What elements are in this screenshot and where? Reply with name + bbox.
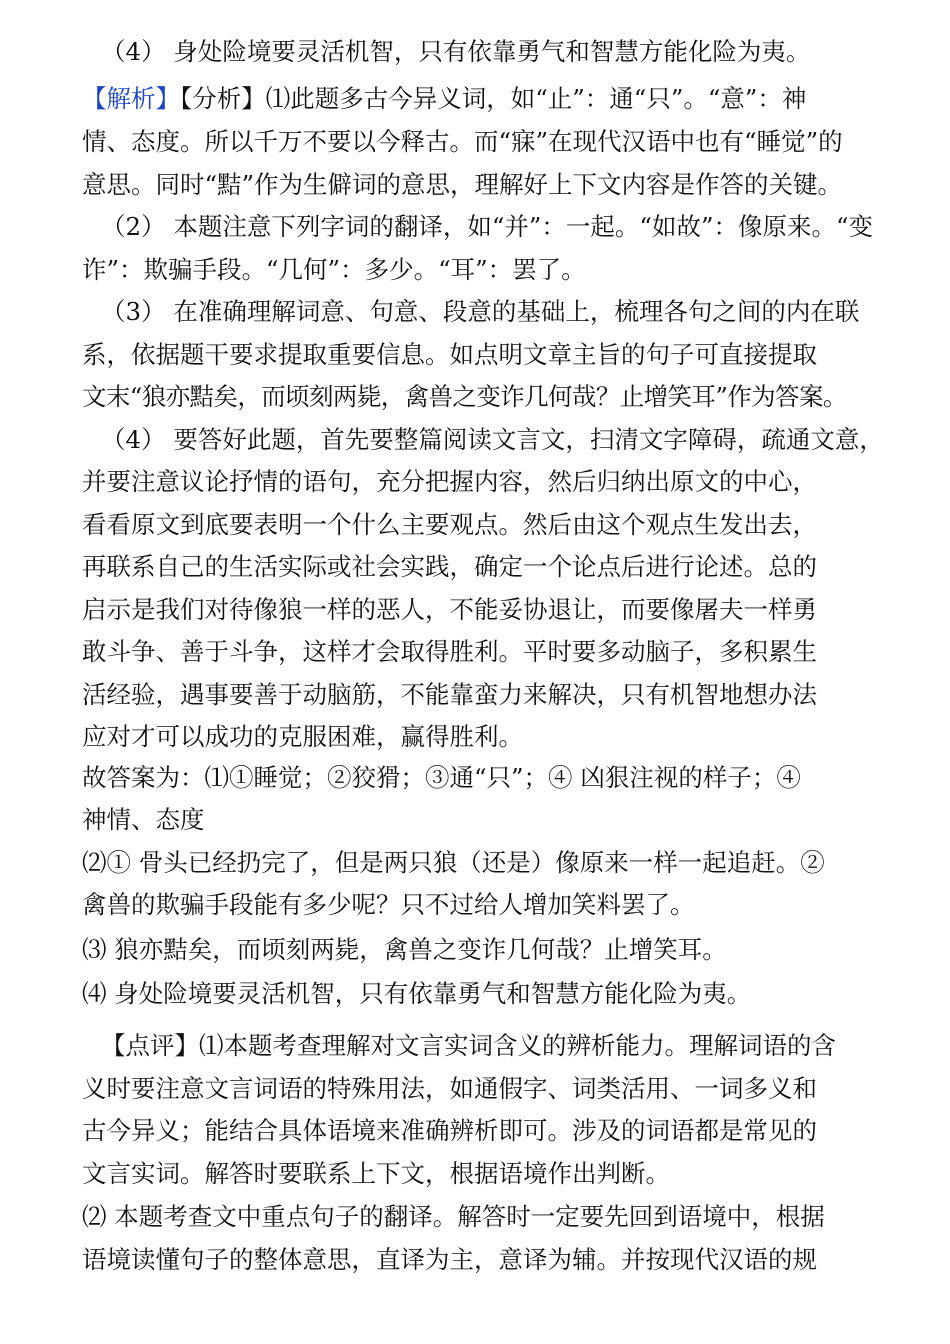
answer-4-line: ⑷ 身处险境要灵活机智，只有依靠勇气和智慧方能化险为夷。 <box>82 979 752 1008</box>
analysis-line-3: 意思。同时“黠”作为生僻词的意思，理解好上下文内容是作答的关键。 <box>82 170 843 199</box>
answer-summary-line-1: 故答案为：⑴①睡觉；②狡猾；③通“只”；④ 凶狠注视的样子；④ <box>82 763 801 792</box>
analysis-part-4-line-6: 敢斗争、善于斗争，这样才会取得胜利。平时要多动脑子，多积累生 <box>82 637 817 666</box>
comment-line-3: 古今异义；能结合具体语境来准确辨析即可。涉及的词语都是常见的 <box>82 1116 817 1145</box>
answer-2-line-2: 禽兽的欺骗手段能有多少呢？只不过给人增加笑料罢了。 <box>82 890 695 919</box>
analysis-line-2: 情、态度。所以千万不要以今释古。而“寐”在现代汉语中也有“睡觉”的 <box>82 127 843 156</box>
analysis-part-4-line-5: 启示是我们对待像狼一样的恶人，不能妥协退让，而要像屠夫一样勇 <box>82 595 817 624</box>
analysis-part-2-line-2: 诈”：欺骗手段。“几何”：多少。“耳”：罢了。 <box>82 255 586 284</box>
answer-line-4: （4） 身处险境要灵活机智，只有依靠勇气和智慧方能化险为夷。 <box>101 37 811 66</box>
analysis-part-4-line-8: 应对才可以成功的克服困难，赢得胜利。 <box>82 722 523 751</box>
analysis-part-2-line-1: （2） 本题注意下列字词的翻译，如“并”：一起。“如故”：像原来。“变 <box>101 212 873 241</box>
answer-summary-line-2: 神情、态度 <box>82 805 205 834</box>
analysis-part-4-line-4: 再联系自己的生活实际或社会实践，确定一个论点后进行论述。总的 <box>82 552 817 581</box>
comment-line-1: 【点评】⑴本题考查理解对文言实词含义的辨析能力。理解词语的含 <box>101 1031 836 1060</box>
analysis-part-4-line-1: （4） 要答好此题，首先要整篇阅读文言文，扫清文字障碍，疏通文意， <box>101 425 884 454</box>
analysis-part-4-line-3: 看看原文到底要表明一个什么主要观点。然后由这个观点生发出去， <box>82 510 817 539</box>
analysis-part-3-line-2: 系，依据题干要求提取重要信息。如点明文章主旨的句子可直接提取 <box>82 340 817 369</box>
comment-line-4: 文言实词。解答时要联系上下文，根据语境作出判断。 <box>82 1159 670 1188</box>
analysis-part-3-line-1: （3） 在准确理解词意、句意、段意的基础上，梳理各句之间的内在联 <box>101 297 860 326</box>
comment-2-line-1: ⑵ 本题考查文中重点句子的翻译。解答时一定要先回到语境中，根据 <box>82 1202 825 1231</box>
analysis-part-3-line-3: 文末“狼亦黠矣，而顷刻两毙，禽兽之变诈几何哉？止增笑耳”作为答案。 <box>82 382 847 411</box>
analysis-tag: 【解析】 <box>82 84 180 113</box>
comment-2-line-2: 语境读懂句子的整体意思，直译为主，意译为辅。并按现代汉语的规 <box>82 1245 817 1274</box>
analysis-part-4-line-7: 活经验，遇事要善于动脑筋，不能靠蛮力来解决，只有机智地想办法 <box>82 680 817 709</box>
analysis-heading-line <box>82 83 806 115</box>
answer-2-line-1: ⑵① 骨头已经扔完了，但是两只狼（还是）像原来一样一起追赶。② <box>82 848 825 877</box>
analysis-part-4-line-2: 并要注意议论抒情的语句，充分把握内容，然后归纳出原文的中心， <box>82 467 817 496</box>
analysis-line-1: 【分析】⑴此题多古今异义词，如“止”：通“只”。“意”：神 <box>180 84 807 113</box>
answer-3-line: ⑶ 狼亦黠矣，而顷刻两毙，禽兽之变诈几何哉？止增笑耳。 <box>82 935 727 964</box>
comment-line-2: 义时要注意文言词语的特殊用法，如通假字、词类活用、一词多义和 <box>82 1074 817 1103</box>
